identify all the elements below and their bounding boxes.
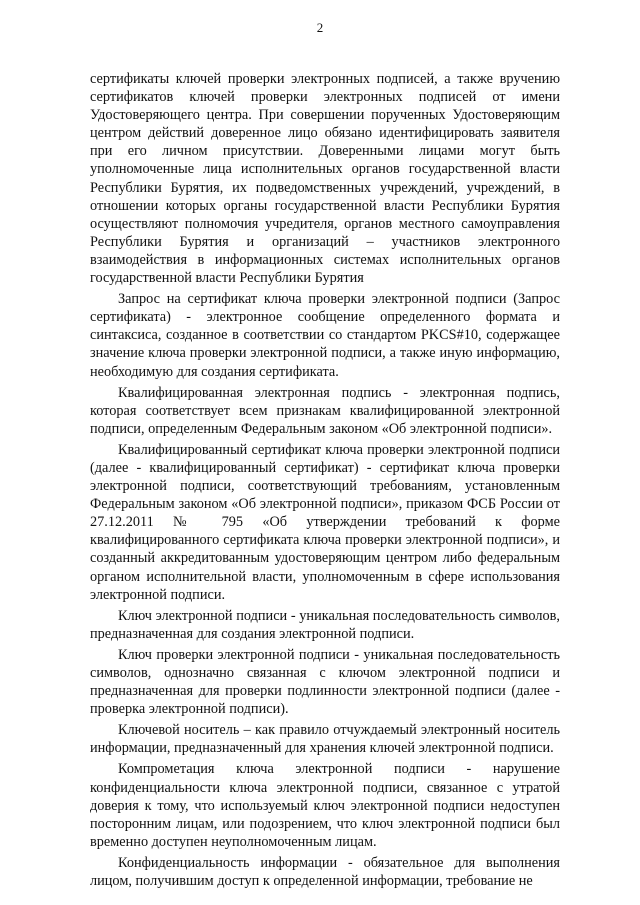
paragraph-certificate-request: Запрос на сертификат ключа проверки электронной подписи (Запрос сертификата) - электронное сообщение определенного формата и синтаксиса, созданное в соответствии со стандартом PKCS#10, содержащее значение ключа проверки электронной подписи, а также иную информацию, необходимую для создания сертификата.	[90, 291, 560, 380]
paragraph-key-compromise: Компрометация ключа электронной подписи - нарушение конфиденциальности ключа электронной подписи, связанное с утратой доверия к тому, что используемый ключ электронной подписи недоступен посторонним лицам, или подозрением, что ключ электронной подписи был временно доступен неуполномоченным лицам.	[90, 761, 560, 850]
paragraph-confidentiality: Конфиденциальность информации - обязательное для выполнения лицом, получившим доступ к определенной информации, требование не	[90, 854, 560, 890]
paragraph-signature-key: Ключ электронной подписи - уникальная последовательность символов, предназначенная для создания электронной подписи.	[90, 607, 560, 642]
paragraph-verification-key: Ключ проверки электронной подписи - уникальная последовательность символов, однозначно связанная с ключом электронной подписи и предназначенная для проверки подлинности электронной подписи (далее - проверка электронной подписи).	[90, 646, 560, 718]
paragraph-qualified-certificate: Квалифицированный сертификат ключа проверки электронной подписи (далее - квалифицированный сертификат) - сертификат ключа проверки электронной подписи, соответствующий требованиям, установленным Федеральным законом «Об электронной подписи», приказом ФСБ России от 27.12.2011 № 795 «Об утверждении требований к форме квалифицированного сертификата ключа проверки электронной подписи», и созданный аккредитованным удостоверяющим центром либо федеральным органом исполнительной власти, уполномоченным в сфере использования электронной подписи.	[90, 441, 560, 603]
paragraph-trusted-persons: сертификаты ключей проверки электронных подписей, а также вручению сертификатов ключей проверки электронных подписей от имени Удостоверяющего центра. При совершении порученных Удостоверяющим центром действий доверенное лицо обязано идентифицировать заявителя при его личном присутствии. Доверенными лицами могут быть уполномоченные лица исполнительных органов государственной власти Республики Бурятия, их подведомственных учреждений, учреждений, в отношении которых органы государственной власти Республики Бурятия осуществляют полномочия учредителя, органов местного самоуправления Республики Бурятия и организаций – участников электронного взаимодействия в информационных системах исполнительных органов государственной власти Республики Бурятия	[90, 71, 560, 287]
page-number: 2	[316, 20, 324, 35]
paragraph-qualified-signature: Квалифицированная электронная подпись - электронная подпись, которая соответствует всем признакам квалифицированной электронной подписи, определенным Федеральным законом «Об электронной подписи».	[90, 384, 560, 437]
document-body	[90, 70, 560, 893]
paragraph-key-carrier: Ключевой носитель – как правило отчуждаемый электронный носитель информации, предназначенный для хранения ключей электронной подписи.	[90, 722, 560, 757]
